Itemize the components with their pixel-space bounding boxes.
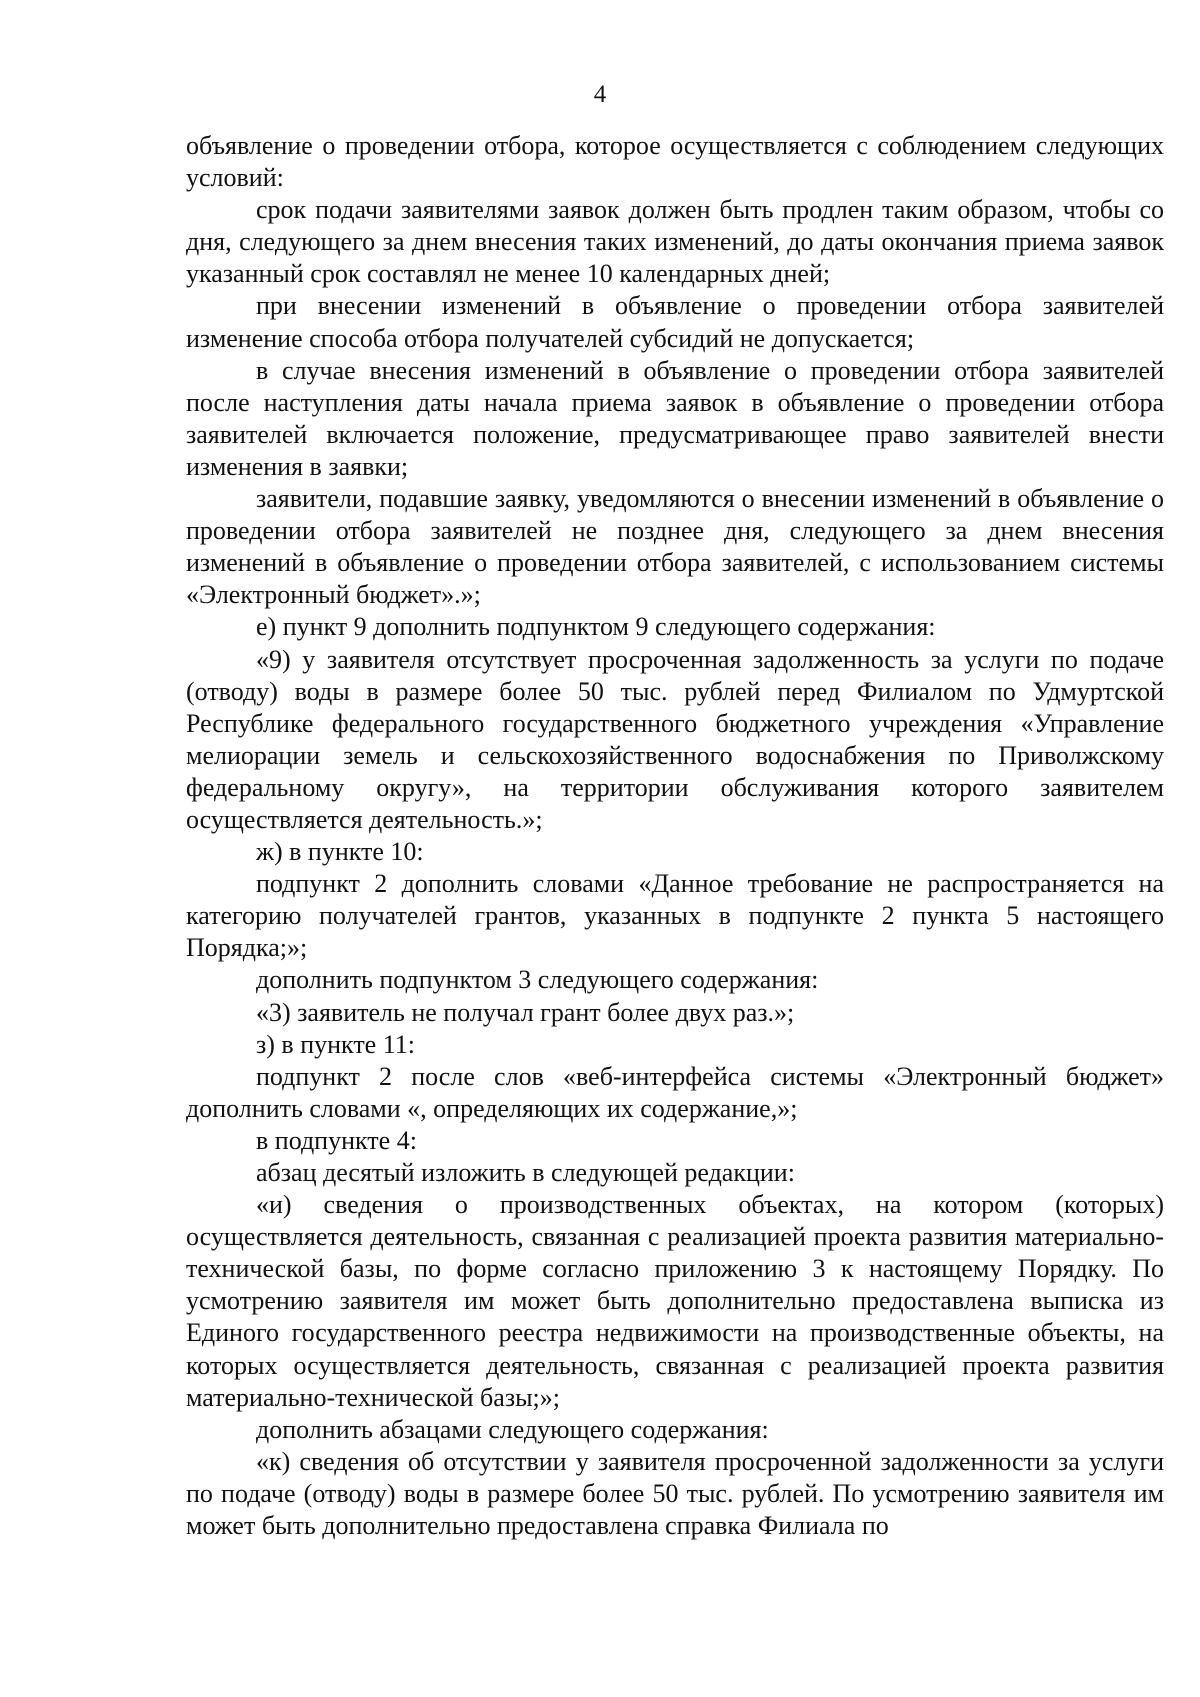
paragraph-13: подпункт 2 после слов «веб-интерфейса системы «Электронный бюджет» дополнить словами «, определяющих их содержание,»; [186,1061,1164,1123]
paragraph-5: заявители, подавшие заявку, уведомляются о внесении изменений в объявление о проведении отбора заявителей не позднее дня, следующего за днем внесения изменений в объявление о проведении отбора заявителей, с использованием системы «Электронный бюджет».»; [186,484,1164,610]
paragraph-17: дополнить абзацами следующего содержания: [256,1414,769,1444]
paragraph-18: «к) сведения об отсутствии у заявителя просроченной задолженности за услуги по подаче (отводу) воды в размере более 50 тыс. рублей. По усмотрению заявителя им может быть дополнительно предоставлена справка Филиала по [186,1446,1164,1541]
paragraph-2: срок подачи заявителями заявок должен быть продлен таким образом, чтобы со дня, следующего за днем внесения таких изменений, до даты окончания приема заявок указанный срок составлял не менее 10 календарных дней; [186,195,1164,289]
paragraph-6: е) пункт 9 дополнить подпунктом 9 следующего содержания: [256,612,936,642]
paragraph-8: ж) в пункте 10: [256,837,424,867]
paragraph-1: объявление о проведении отбора, которое осуществляется с соблюдением следующих условий: [186,131,1164,193]
paragraph-11: «3) заявитель не получал грант более двух раз.»; [256,997,795,1027]
document-body [186,130,1164,1542]
paragraph-7: «9) у заявителя отсутствует просроченная задолженность за услуги по подаче (отводу) воды в размере более 50 тыс. рублей перед Филиалом по Удмуртской Республике федерального государственного бюджетного учреждения «Управление мелиорации земель и сельскохозяйственного водоснабжения по Приволжскому федеральному округу», на территории обслуживания которого заявителем осуществляется деятельность.»; [186,644,1164,834]
paragraph-10: дополнить подпунктом 3 следующего содержания: [256,965,819,995]
paragraph-3: при внесении изменений в объявление о проведении отбора заявителей изменение способа отбора получателей субсидий не допускается; [186,291,1164,353]
paragraph-9: подпункт 2 дополнить словами «Данное требование не распространяется на категорию получателей грантов, указанных в подпункте 2 пункта 5 настоящего Порядка;»; [186,869,1164,963]
paragraph-14: в подпункте 4: [256,1125,417,1155]
paragraph-12: з) в пункте 11: [256,1029,415,1059]
paragraph-4: в случае внесения изменений в объявление о проведении отбора заявителей после наступления даты начала приема заявок в объявление о проведении отбора заявителей включается положение, предусматривающее право заявителей внести изменения в заявки; [186,355,1164,481]
paragraph-16: «и) сведения о производственных объектах, на котором (которых) осуществляется деятельность, связанная с реализацией проекта развития материально-технической базы, по форме согласно приложению 3 к настоящему Порядку. По усмотрению заявителя им может быть дополнительно предоставлена выписка из Единого государственного реестра недвижимости на производственные объекты, на которых осуществляется деятельность, связанная с реализацией проекта развития материально-технической базы;»; [186,1190,1164,1412]
paragraph-15: абзац десятый изложить в следующей редакции: [256,1158,795,1187]
page-number: 4 [593,81,607,108]
